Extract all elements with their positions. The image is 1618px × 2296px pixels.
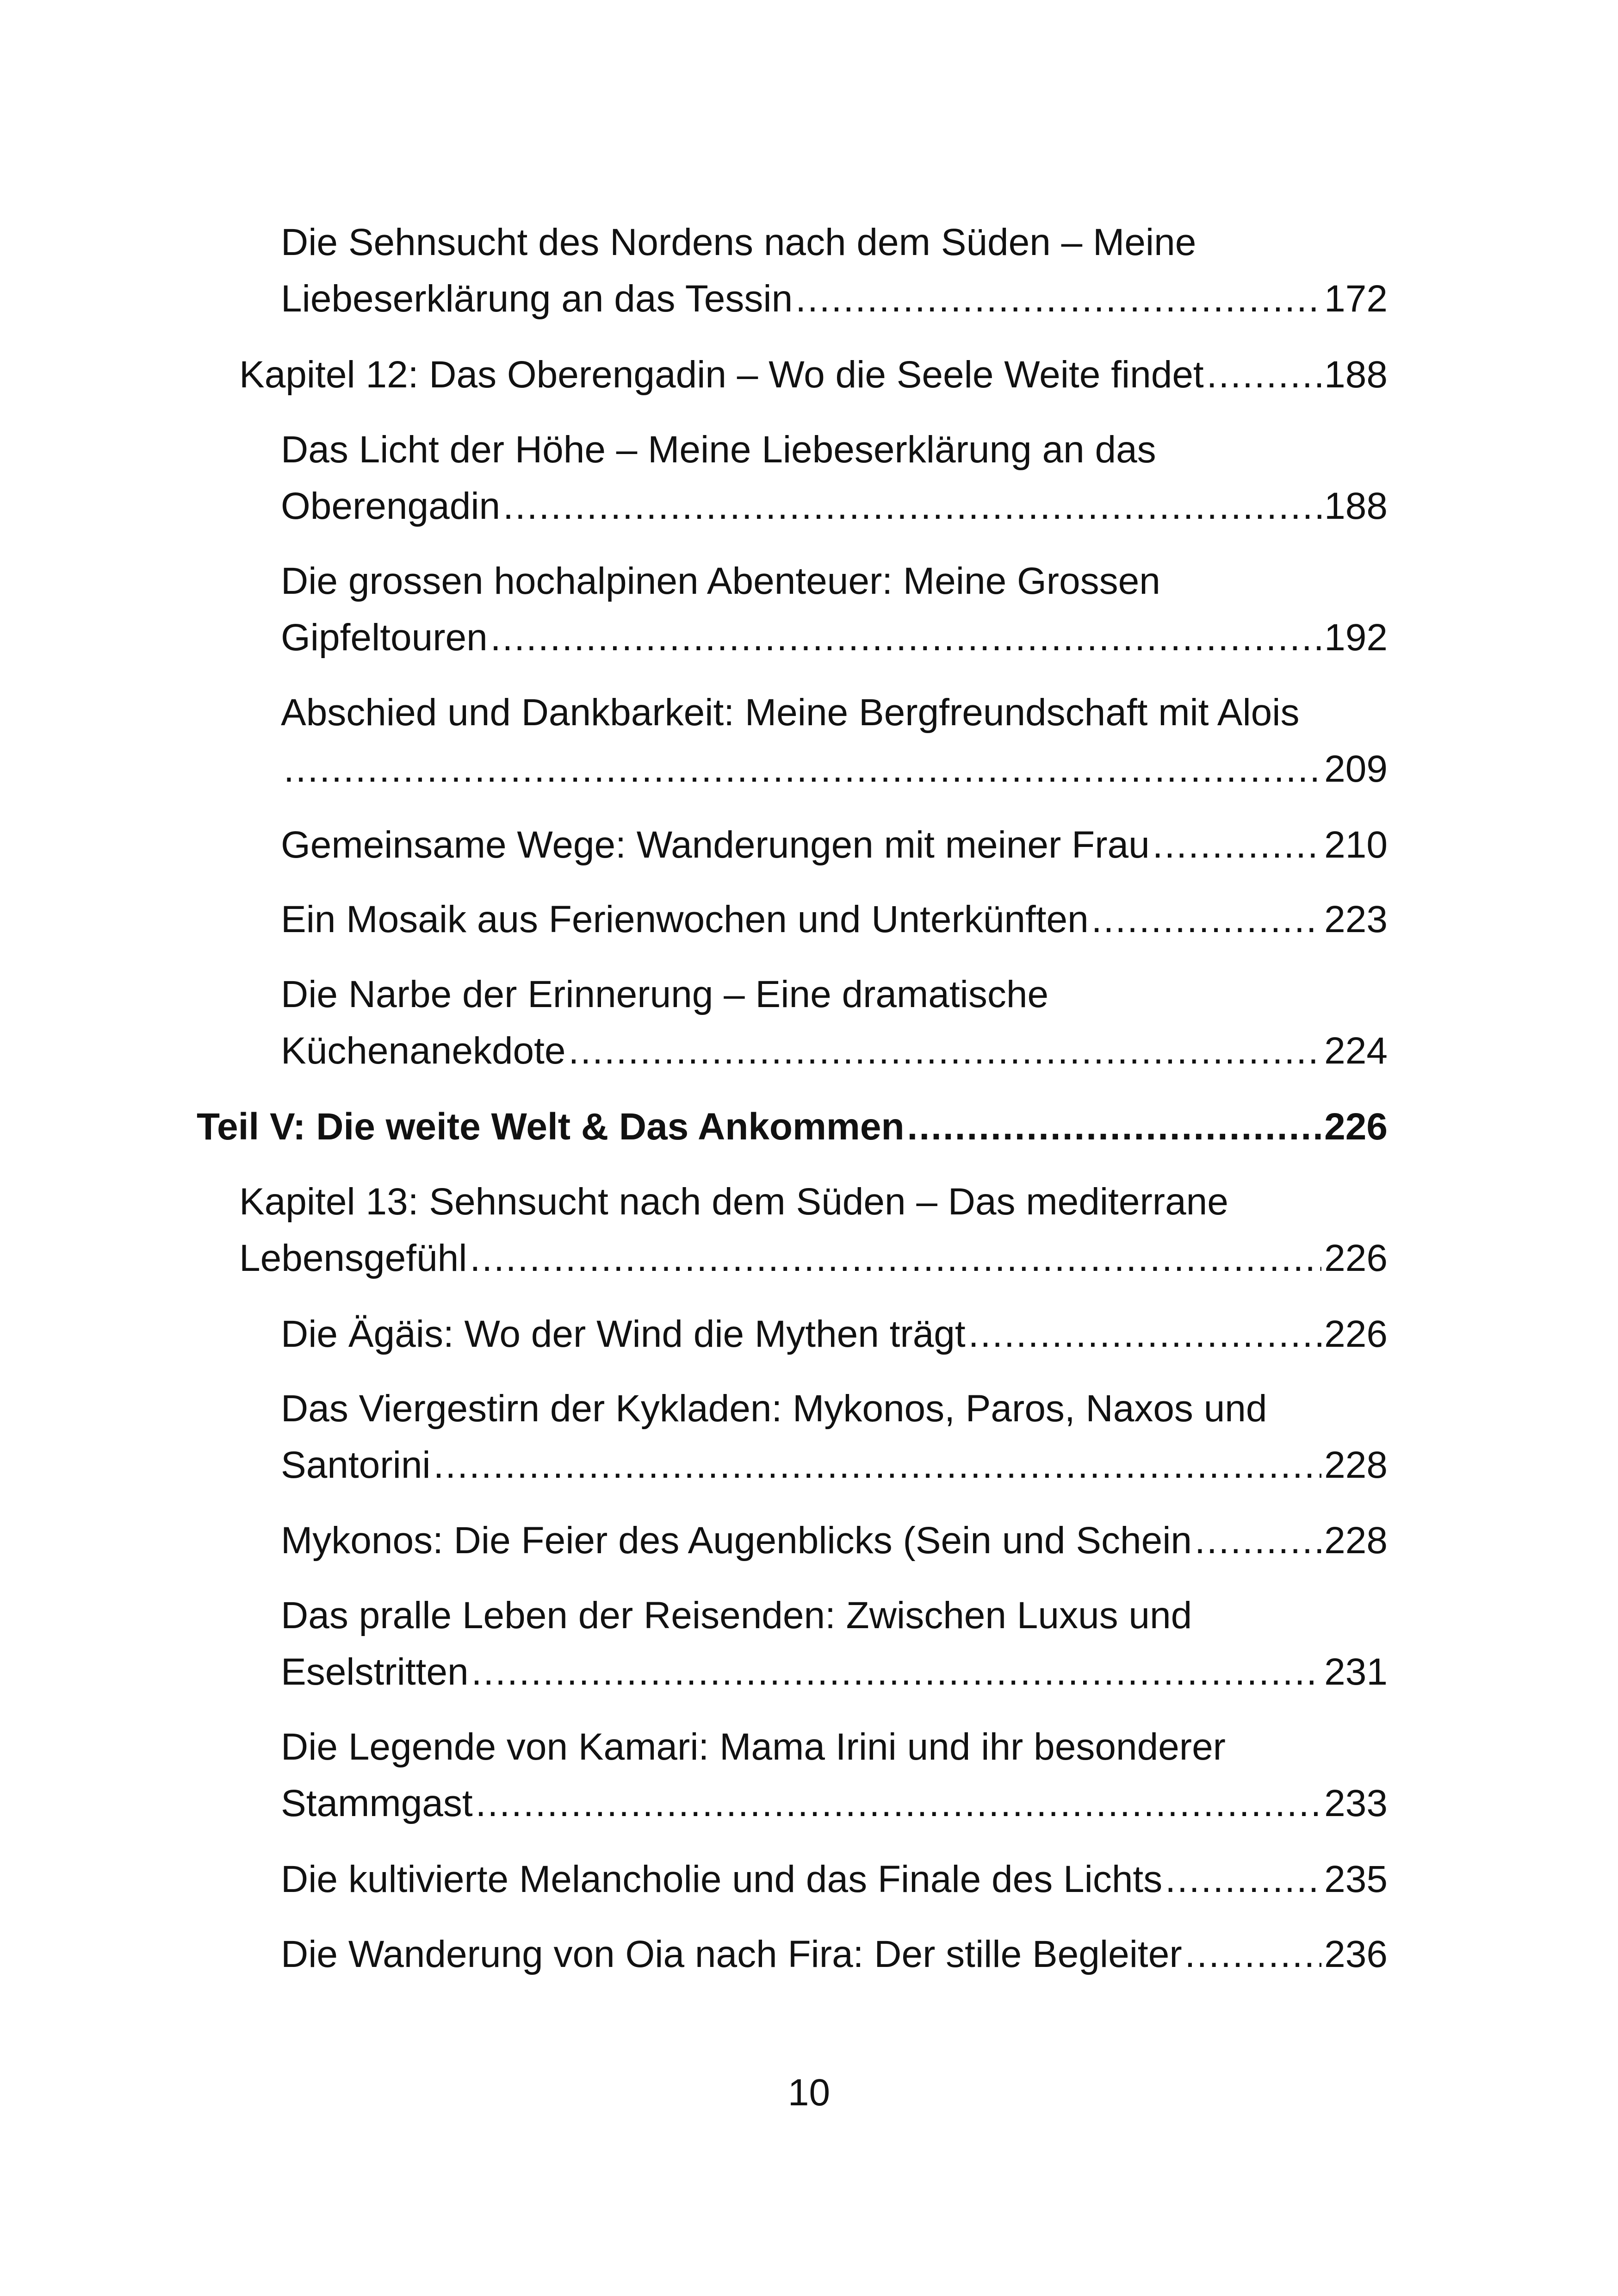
toc-entry-line <box>281 1512 1388 1569</box>
toc-page-number: 210 <box>1324 824 1388 866</box>
leader-dots <box>1185 1926 1322 1983</box>
leader-dots <box>490 610 1321 666</box>
toc-entry-title-continued: Oberengadin <box>281 485 501 527</box>
toc-entry[interactable] <box>281 891 1388 948</box>
toc-entry-title: Die kultivierte Melancholie und das Finale des Lichts <box>281 1858 1163 1900</box>
toc-entry-title: Ein Mosaik aus Ferienwochen und Unterkünften <box>281 898 1089 940</box>
toc-entry[interactable] <box>281 966 1388 1079</box>
toc-entry[interactable] <box>239 1174 1388 1287</box>
leader-dots <box>1207 347 1321 403</box>
toc-page-number: 224 <box>1324 1030 1388 1072</box>
toc-entry-line <box>281 271 1388 327</box>
toc-entry[interactable] <box>281 1719 1388 1832</box>
toc-page-number: 226 <box>1324 1237 1388 1279</box>
toc-entry[interactable] <box>281 1926 1388 1983</box>
leader-dots <box>569 1023 1322 1079</box>
toc-entry-title: Die Sehnsucht des Nordens nach dem Süden – Meine <box>281 221 1196 263</box>
leader-dots <box>434 1437 1322 1493</box>
leader-dots <box>284 741 1321 797</box>
leader-dots <box>968 1306 1321 1363</box>
toc-entry-title-continued: Eselstritten <box>281 1651 469 1693</box>
toc-entry[interactable] <box>281 1587 1388 1700</box>
toc-page-number: 223 <box>1324 898 1388 940</box>
toc-page-number: 233 <box>1324 1782 1388 1824</box>
toc-entry-line <box>281 610 1388 666</box>
toc-entry-title-continued: Santorini <box>281 1444 431 1486</box>
toc-page-number: 236 <box>1324 1933 1388 1975</box>
toc-entry-title: Abschied und Dankbarkeit: Meine Bergfreundschaft mit Alois <box>281 691 1300 734</box>
toc-entry-title-continued: Küchenanekdote <box>281 1030 566 1072</box>
leader-dots <box>470 1230 1321 1287</box>
leader-dots <box>907 1099 1322 1155</box>
leader-dots <box>1165 1851 1321 1908</box>
toc-page-number: 172 <box>1324 278 1388 320</box>
toc-entry-title: Die Wanderung von Oia nach Fira: Der stille Begleiter <box>281 1933 1182 1975</box>
toc-entry-line <box>281 1306 1388 1363</box>
toc-entry-title-continued: Liebeserklärung an das Tessin <box>281 278 793 320</box>
toc-entry-title-continued: Stammgast <box>281 1782 473 1824</box>
leader-dots <box>795 271 1321 327</box>
toc-entry-title-continued: Gipfeltouren <box>281 616 488 659</box>
toc-page-number: 192 <box>1324 616 1388 659</box>
toc-page-number: 228 <box>1324 1444 1388 1486</box>
leader-dots <box>503 478 1321 535</box>
toc-entry-title: Mykonos: Die Feier des Augenblicks (Sein und Schein <box>281 1519 1192 1562</box>
toc-entry[interactable] <box>281 1512 1388 1569</box>
toc-entry[interactable] <box>281 553 1388 666</box>
toc-entry-line <box>239 347 1388 403</box>
toc-entry-title: Das pralle Leben der Reisenden: Zwischen Luxus und <box>281 1594 1192 1636</box>
toc-entry-title: Die grossen hochalpinen Abenteuer: Meine Grossen <box>281 560 1160 602</box>
toc-entry-title: Das Viergestirn der Kykladen: Mykonos, Paros, Naxos und <box>281 1388 1267 1430</box>
toc-page-number: 209 <box>1324 748 1388 790</box>
leader-dots <box>1091 891 1321 948</box>
toc-entry[interactable] <box>281 1381 1388 1493</box>
leader-dots <box>471 1644 1322 1700</box>
toc-page-number: 188 <box>1324 354 1388 396</box>
leader-dots <box>1195 1512 1321 1569</box>
toc-entry[interactable] <box>281 1851 1388 1908</box>
toc-entry[interactable] <box>281 684 1388 797</box>
toc-entry-line <box>281 1437 1388 1493</box>
toc-page-number: 226 <box>1324 1106 1388 1148</box>
toc-entry-line <box>281 741 1388 797</box>
toc-page-number: 226 <box>1324 1313 1388 1355</box>
toc-entry-line <box>239 1230 1388 1287</box>
toc-entry-line <box>281 891 1388 948</box>
toc-entry-title: Kapitel 12: Das Oberengadin – Wo die Seele Weite findet <box>239 354 1204 396</box>
toc-entry-title: Gemeinsame Wege: Wanderungen mit meiner Frau <box>281 824 1150 866</box>
toc-entry-line <box>281 1644 1388 1700</box>
toc-entry-line <box>281 1023 1388 1079</box>
toc-entry-title: Die Ägäis: Wo der Wind die Mythen trägt <box>281 1313 966 1355</box>
leader-dots <box>1153 817 1321 873</box>
toc-entry[interactable] <box>281 214 1388 327</box>
toc-entry-title: Kapitel 13: Sehnsucht nach dem Süden – Das mediterrane <box>239 1181 1228 1223</box>
leader-dots <box>476 1775 1321 1832</box>
toc-page-number: 228 <box>1324 1519 1388 1562</box>
toc-page-number: 188 <box>1324 485 1388 527</box>
toc-entry-title: Die Legende von Kamari: Mama Irini und ihr besonderer <box>281 1726 1226 1768</box>
toc-entry-part[interactable] <box>197 1099 1388 1155</box>
toc-entry[interactable] <box>239 347 1388 403</box>
toc-part-title: Teil V: Die weite Welt & Das Ankommen <box>197 1106 905 1148</box>
toc-entry[interactable] <box>281 422 1388 535</box>
page-number: 10 <box>787 2072 831 2114</box>
toc-entry-line <box>281 1775 1388 1832</box>
toc-entry-title: Das Licht der Höhe – Meine Liebeserklärung an das <box>281 429 1156 471</box>
toc-entry-line <box>281 817 1388 873</box>
toc-entry-line <box>281 478 1388 535</box>
toc-entry[interactable] <box>281 1306 1388 1363</box>
toc-entry-line <box>197 1099 1388 1155</box>
toc-entry-line <box>281 1851 1388 1908</box>
toc-entry[interactable] <box>281 817 1388 873</box>
toc-entry-line <box>281 1926 1388 1983</box>
toc-entry-title-continued: Lebensgefühl <box>239 1237 467 1279</box>
toc-page-number: 231 <box>1324 1651 1388 1693</box>
toc-entry-title: Die Narbe der Erinnerung – Eine dramatische <box>281 973 1049 1015</box>
toc-page-number: 235 <box>1324 1858 1388 1900</box>
